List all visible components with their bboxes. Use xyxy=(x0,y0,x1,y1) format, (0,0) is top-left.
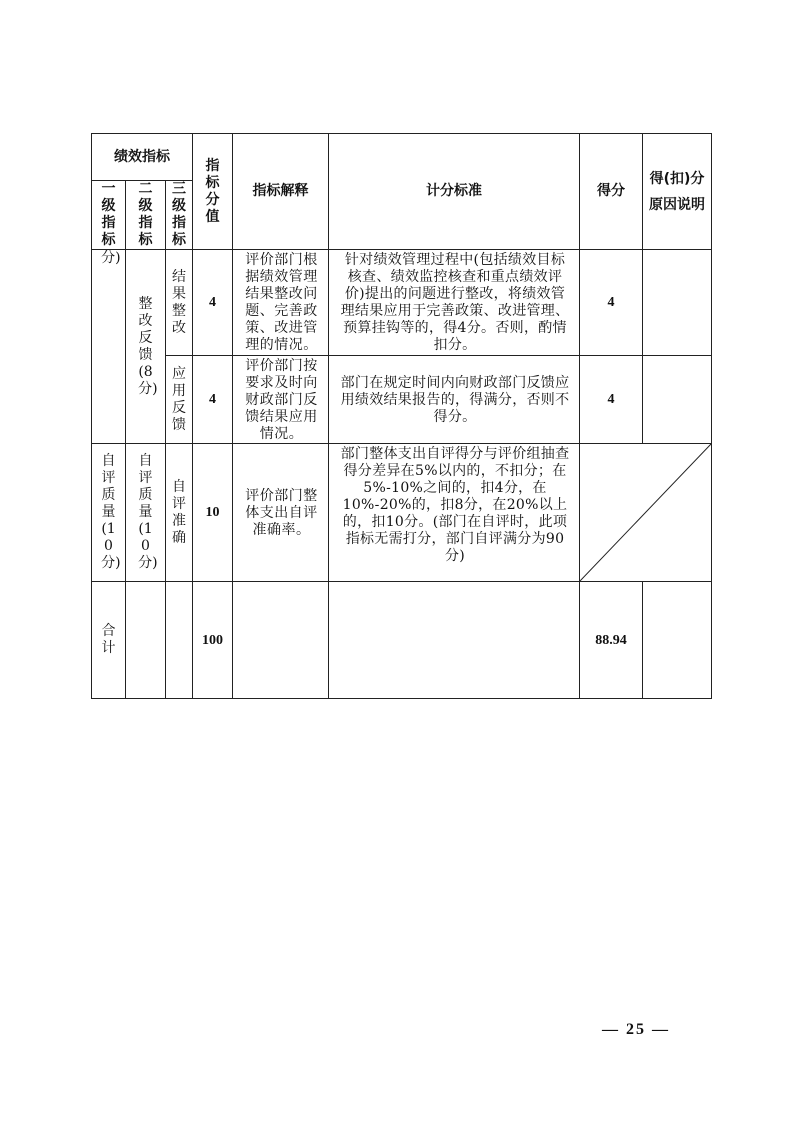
row1-reason xyxy=(643,250,712,356)
row1-value: 4 xyxy=(193,250,233,356)
header-level2: 二级指标 xyxy=(126,181,166,250)
level1-continued: 分) xyxy=(92,250,126,444)
header-perf-indicator: 绩效指标 xyxy=(92,134,193,181)
row2-reason xyxy=(643,356,712,444)
page-number: — 25 — xyxy=(602,1021,670,1038)
header-level3: 三级指标 xyxy=(166,181,193,250)
row2-value: 4 xyxy=(193,356,233,444)
row3-criteria: 部门整体支出自评得分与评价组抽查得分差异在5%以内的，不扣分；在5%-10%之间的，扣4分，在10%-20%的，扣8分，在20%以上的，扣10分。(部门在自评时，此项指标无需打分，部门自评满分为90分) xyxy=(329,444,580,582)
total-value: 100 xyxy=(193,582,233,699)
diagonal-line xyxy=(580,444,711,581)
total-label: 合计 xyxy=(92,582,126,699)
total-score: 88.94 xyxy=(580,582,643,699)
header-level1: 一级指标 xyxy=(92,181,126,250)
row1-score: 4 xyxy=(580,250,643,356)
total-explanation xyxy=(233,582,329,699)
row2-explanation: 评价部门按要求及时向财政部门反馈结果应用情况。 xyxy=(233,356,329,444)
level1-self-eval-quality: 自评质量(10分) xyxy=(92,444,126,582)
level2-self-eval-quality: 自评质量(10分) xyxy=(126,444,166,582)
level3-apply-feedback: 应用反馈 xyxy=(166,356,193,444)
total-reason xyxy=(643,582,712,699)
header-explanation: 指标解释 xyxy=(233,134,329,250)
total-level3 xyxy=(166,582,193,699)
header-reason: 得(扣)分原因说明 xyxy=(643,134,712,250)
performance-table xyxy=(91,133,712,699)
header-criteria: 计分标准 xyxy=(329,134,580,250)
row1-explanation: 评价部门根据绩效管理结果整改问题、完善政策、改进管理的情况。 xyxy=(233,250,329,356)
row1-criteria: 针对绩效管理过程中(包括绩效目标核查、绩效监控核查和重点绩效评价)提出的问题进行整改，将绩效管理结果应用于完善政策、改进管理、预算挂钩等的，得4分。否则，酌情扣分。 xyxy=(329,250,580,356)
level3-self-eval-accuracy: 自评准确 xyxy=(166,444,193,582)
header-score: 得分 xyxy=(580,134,643,250)
level3-result-rectify: 结果整改 xyxy=(166,250,193,356)
total-level2 xyxy=(126,582,166,699)
row2-score: 4 xyxy=(580,356,643,444)
total-criteria xyxy=(329,582,580,699)
level2-rectify: 整改反馈(8分) xyxy=(126,250,166,444)
row2-criteria: 部门在规定时间内向财政部门反馈应用绩效结果报告的，得满分，否则不得分。 xyxy=(329,356,580,444)
header-score-value: 指标分值 xyxy=(193,134,233,250)
row3-value: 10 xyxy=(193,444,233,582)
row3-diagonal-cell xyxy=(580,444,712,582)
row3-explanation: 评价部门整体支出自评准确率。 xyxy=(233,444,329,582)
